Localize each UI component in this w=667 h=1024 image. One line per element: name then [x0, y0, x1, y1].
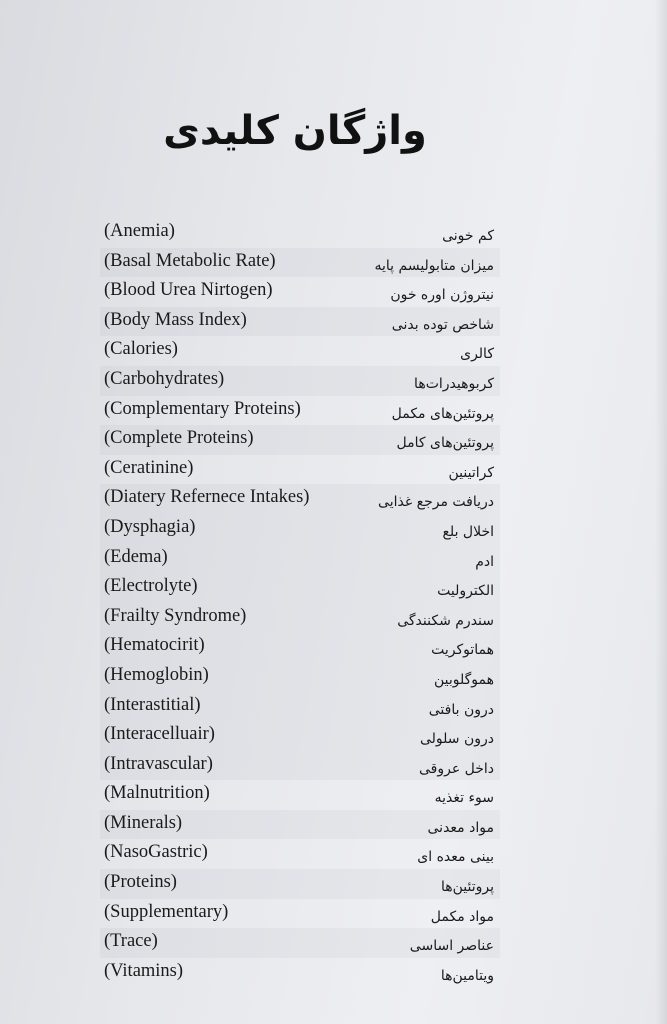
glossary-row — [100, 603, 500, 633]
term-english: (Frailty Syndrome) — [104, 605, 247, 626]
term-persian: درون بافتی — [428, 701, 494, 718]
glossary-row — [100, 396, 500, 426]
term-persian: شاخص توده بدنی — [391, 316, 494, 333]
glossary-row — [100, 899, 500, 929]
term-persian: عناصر اساسی — [409, 938, 494, 955]
glossary-row — [100, 780, 500, 810]
term-persian: مواد معدنی — [427, 819, 494, 836]
glossary-row — [100, 484, 500, 514]
glossary-row — [100, 455, 500, 485]
glossary-row — [100, 632, 500, 662]
term-english: (Blood Urea Nirtogen) — [104, 280, 273, 301]
glossary-row — [100, 869, 500, 899]
term-persian: کالری — [460, 346, 494, 363]
term-persian: نیتروژن اوره خون — [390, 287, 494, 304]
glossary-row — [100, 662, 500, 692]
glossary-row — [100, 958, 500, 988]
term-english: (Basal Metabolic Rate) — [104, 250, 276, 271]
glossary-row — [100, 248, 500, 278]
glossary-row — [100, 544, 500, 574]
term-persian: هموگلوبین — [433, 671, 494, 688]
glossary-row — [100, 839, 500, 869]
term-persian: میزان متابولیسم پایه — [374, 257, 494, 274]
term-persian: درون سلولی — [419, 731, 494, 748]
term-english: (Hematocirit) — [104, 635, 205, 656]
term-persian: سندرم شکنندگی — [397, 612, 494, 629]
glossary-row — [100, 425, 500, 455]
term-persian: کراتینین — [448, 464, 494, 481]
term-english: (Ceratinine) — [104, 457, 194, 478]
term-persian: بینی معده ای — [417, 849, 494, 866]
glossary-row — [100, 514, 500, 544]
term-english: (NasoGastric) — [104, 842, 208, 863]
term-persian: ویتامین‌ها — [440, 967, 494, 984]
term-persian: هماتوکریت — [431, 642, 494, 659]
glossary-row — [100, 366, 500, 396]
glossary-row — [100, 218, 500, 248]
term-english: (Carbohydrates) — [104, 368, 225, 389]
term-persian: مواد مکمل — [430, 908, 494, 925]
term-english: (Anemia) — [104, 221, 175, 241]
term-persian: پروتئین‌های مکمل — [391, 405, 494, 422]
term-persian: الکترولیت — [437, 583, 494, 600]
term-english: (Dysphagia) — [104, 516, 196, 537]
glossary-row — [100, 336, 500, 366]
glossary-row — [100, 692, 500, 722]
term-persian: داخل عروقی — [418, 760, 494, 777]
glossary-row — [100, 277, 500, 307]
glossary-list — [100, 218, 500, 987]
glossary-row — [100, 721, 500, 751]
term-english: (Supplementary) — [104, 901, 229, 922]
term-english: (Edema) — [104, 546, 168, 567]
glossary-row — [100, 573, 500, 603]
term-persian: پروتئین‌ها — [440, 879, 494, 896]
term-english: (Malnutrition) — [104, 783, 210, 804]
glossary-row — [100, 810, 500, 840]
term-persian: اخلال بلع — [442, 523, 494, 540]
term-english: (Diatery Refernece Intakes) — [104, 487, 310, 508]
term-english: (Minerals) — [104, 812, 183, 833]
term-persian: کم خونی — [442, 228, 494, 244]
term-english: (Vitamins) — [104, 960, 184, 981]
term-english: (Complementary Proteins) — [104, 398, 301, 419]
term-english: (Hemoglobin) — [104, 664, 209, 685]
term-persian: کربوهیدرات‌ها — [414, 375, 494, 392]
term-english: (Body Mass Index) — [104, 309, 247, 330]
term-english: (Complete Proteins) — [104, 428, 254, 449]
term-english: (Interastitial) — [104, 694, 201, 715]
glossary-row — [100, 307, 500, 337]
glossary-row — [100, 751, 500, 781]
term-english: (Interacelluair) — [104, 724, 215, 745]
term-english: (Trace) — [104, 931, 158, 952]
glossary-row — [100, 928, 500, 958]
term-english: (Proteins) — [104, 872, 177, 893]
term-persian: ادم — [475, 553, 494, 570]
term-persian: پروتئین‌های کامل — [396, 435, 494, 452]
term-english: (Calories) — [104, 339, 178, 360]
term-persian: دریافت مرجع غذایی — [378, 494, 494, 511]
term-persian: سوء تغذیه — [434, 790, 494, 807]
term-english: (Intravascular) — [104, 753, 213, 774]
term-english: (Electrolyte) — [104, 576, 198, 597]
page-edge-shadow — [655, 0, 667, 1024]
page-title: واژگان کلیدی — [163, 108, 427, 154]
